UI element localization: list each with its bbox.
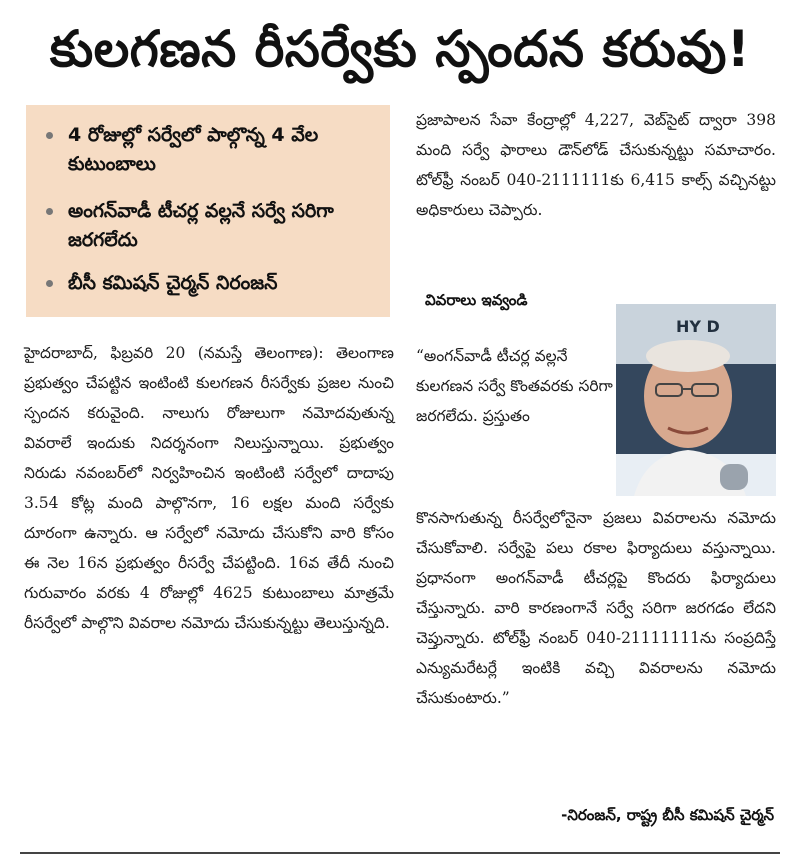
bullet-icon [46,280,53,287]
quote-text-wide: కొనసాగుతున్న రీసర్వేలోనైనా ప్రజలు వివరాలను నమోదు చేసుకోవాలి. సర్వేపై పలు రకాల ఫిర్యాదులు వస్తున్నాయి. ప్రధానంగా అంగన్‌వాడీ టీచర్లపై కొందరు ఫిర్యాదులు చేస్తున్నారు. వారి కారణంగానే సర్వే సరిగా జరగడం లేదని చెప్తున్నారు. టోల్‌ఫ్రీ నంబర్ 040-21111111ను సంప్రదిస్తే ఎన్యుమరేటర్లే ఇంటికి వచ్చి వివరాలను నమోదు చేసుకుంటారు.” [416,509,776,707]
highlight-item: అంగన్‌వాడీ టీచర్ల వల్లనే సర్వే సరిగా జరగలేదు [46,197,386,255]
highlights-box [26,105,390,317]
backdrop-text: HY D [676,317,720,336]
portrait-image [616,304,776,496]
bullet-icon [46,132,53,139]
quote-text-narrow: “అంగన్‌వాడీ టీచర్ల వల్లనే కులగణన సర్వే కొంతవరకు సరిగా జరగలేదు. ప్రస్తుతం [416,347,613,425]
highlight-item: బీసీ కమిషన్ చైర్మన్ నిరంజన్ [46,269,386,298]
highlight-item: 4 రోజుల్లో సర్వేలో పాల్గొన్న 4 వేల కుటుంబాలు [46,121,386,179]
article-body-left: హైదరాబాద్, ఫిబ్రవరి 20 (నమస్తే తెలంగాణ): తెలంగాణ ప్రభుత్వం చేపట్టిన ఇంటింటి కులగణన రీసర్వేకు ప్రజల నుంచి స్పందన కరువైంది. నాలుగు రోజులుగా నమోదవుతున్న వివరాలే ఇందుకు నిదర్శనంగా నిలుస్తున్నాయి. ప్రభుత్వం నిరుడు నవంబర్‌లో నిర్వహించిన ఇంటింటి సర్వేలో దాదాపు 3.54 కోట్ల మంది పాల్గొనగా, 16 లక్షల మంది సర్వేకు దూరంగా ఉన్నారు. ఆ సర్వేలో నమోదు చేసుకోని వారి కోసం ఈ నెల 16న ప్రభుత్వం రీసర్వే చేపట్టింది. 16వ తేదీ నుంచి గురువారం వరకు 4 రోజుల్లో 4625 కుటుంబాలు మాత్రమే రీసర్వేలో పాల్గొని వివరాల నమోదు చేసుకున్నట్టు తెలుస్తున్నది. [24,344,394,632]
headline: కులగణన రీసర్వేకు స్పందన కరువు! [49,20,751,78]
bottom-rule [20,852,780,854]
subheading: వివరాలు ఇవ్వండి [425,291,528,309]
bullet-icon [46,208,53,215]
article-body-right: ప్రజాపాలన సేవా కేంద్రాల్లో 4,227, వెబ్‌సైట్ ద్వారా 398 మంది సర్వే ఫారాలు డౌన్‌లోడ్ చేసుకున్నట్టు సమాచారం. టోల్‌ఫ్రీ నంబర్ 040-2111111కు 6,415 కాల్స్ వచ్చినట్టు అధికారులు చెప్పారు. [416,111,776,219]
quote-attribution: -నిరంజన్, రాష్ట్ర బీసీ కమిషన్ చైర్మన్ [561,806,774,824]
person-photo [616,304,776,496]
